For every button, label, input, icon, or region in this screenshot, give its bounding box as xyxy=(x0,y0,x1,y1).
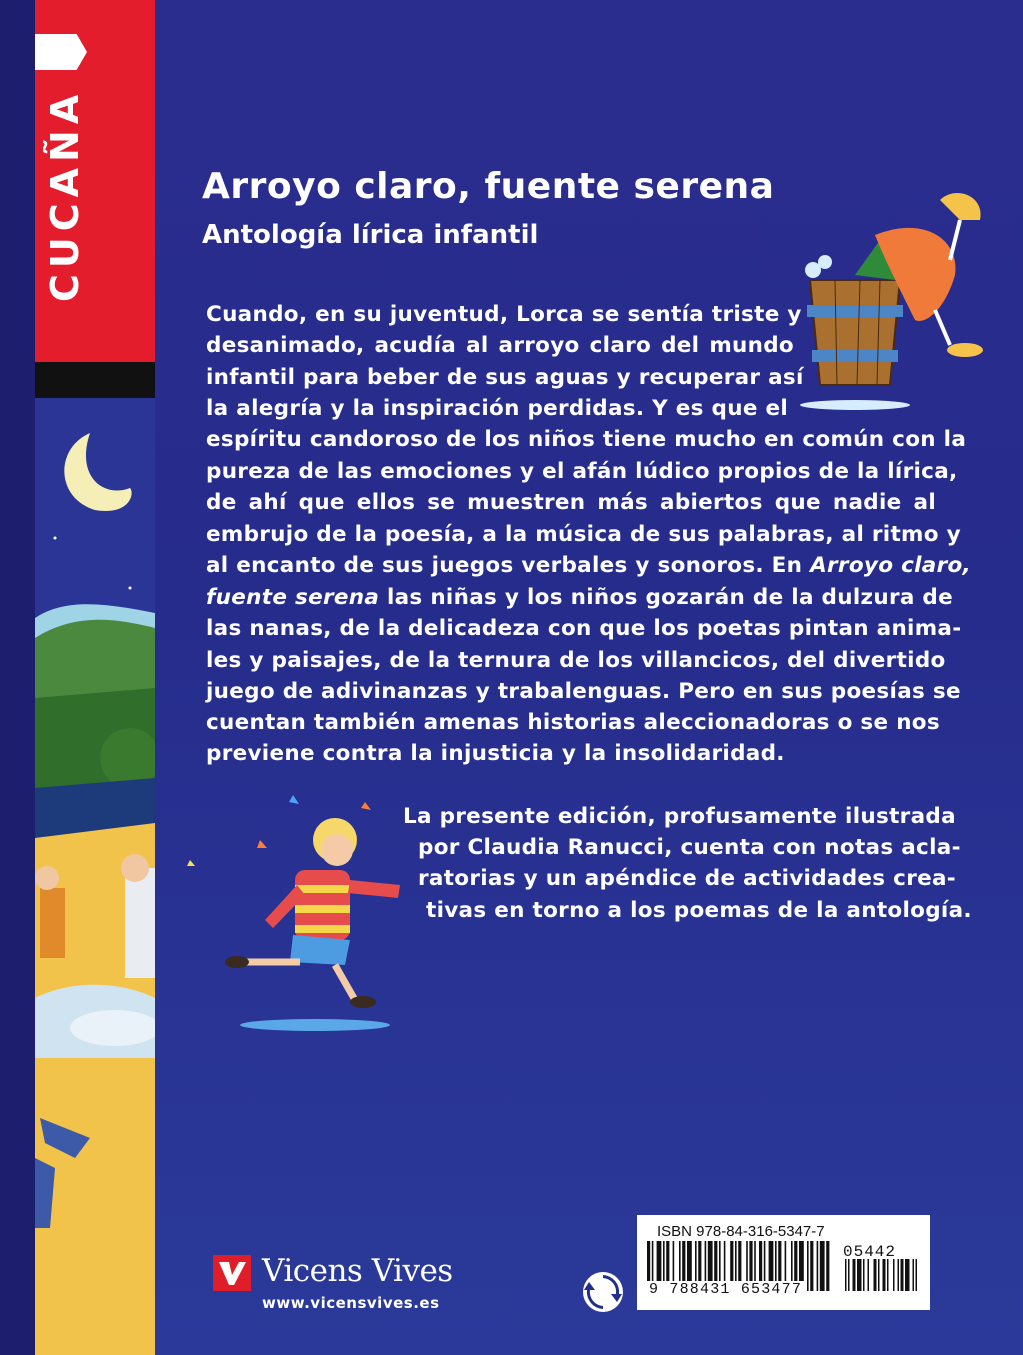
barcode-bar xyxy=(817,1241,819,1291)
illustrator-name: Claudia Ranucci xyxy=(467,835,665,860)
edition-line: La presente edición, profusamente ilustrada xyxy=(403,804,956,829)
blurb-line xyxy=(206,553,971,578)
blurb-line: de ahí que ellos se muestren más abiertos que nadie al xyxy=(206,490,936,515)
blurb-text: al encanto de sus juegos verbales y sonoros. En xyxy=(206,553,811,578)
blurb-line: pureza de las emociones y el afán lúdico propios de la lírica, xyxy=(206,459,958,484)
barcode-addon-bar xyxy=(887,1259,889,1291)
barcode-bar xyxy=(807,1241,809,1291)
barcode-addon-bar xyxy=(898,1259,900,1291)
book-title: Arroyo claro, fuente serena xyxy=(202,166,775,207)
recycle-icon xyxy=(581,1270,625,1314)
book-title-mention: fuente serena xyxy=(206,585,380,610)
edition-text: , cuenta con notas acla- xyxy=(664,835,961,860)
book-subtitle: Antología lírica infantil xyxy=(202,220,539,250)
edition-line: tivas en torno a los poemas de la antología. xyxy=(426,898,972,923)
barcode-addon-bar xyxy=(853,1259,856,1291)
collection-strip xyxy=(35,0,155,1355)
blurb-line xyxy=(206,585,953,610)
book-spine-edge xyxy=(0,0,35,1355)
blurb-line: la alegría y la inspiración perdidas. Y es que el xyxy=(206,396,789,421)
barcode-addon-bar xyxy=(845,1259,847,1291)
blurb-line: previene contra la injusticia y la insolidaridad. xyxy=(206,741,785,766)
barcode-bar xyxy=(820,1241,825,1291)
blurb-line: juego de adivinanzas y trabalenguas. Pero en sus poesías se xyxy=(206,679,961,704)
barcode-addon-bar xyxy=(901,1259,904,1291)
blurb-line: infantil para beber de sus aguas y recuperar así xyxy=(206,365,804,390)
publisher-website: www.vicensvives.es xyxy=(262,1294,440,1312)
barcode-addon-bar xyxy=(913,1259,915,1291)
blurb-line: espíritu candoroso de los niños tiene mucho en común con la xyxy=(206,427,967,452)
barcode-addon-bar xyxy=(878,1259,880,1291)
barcode-addon-bar xyxy=(863,1259,865,1291)
vicens-vives-logo-icon xyxy=(213,1255,251,1291)
barcode-addon-bar xyxy=(905,1259,910,1291)
edition-text: por xyxy=(418,835,468,860)
barcode-addon-bar xyxy=(883,1259,886,1291)
barcode-bar xyxy=(810,1241,813,1291)
barcode-addon-bar xyxy=(848,1259,850,1291)
edition-line xyxy=(418,835,961,860)
barcode-addon-bar xyxy=(868,1259,870,1291)
publisher-name: Vicens Vives xyxy=(262,1253,453,1289)
ean-number: 9 788431 653477 xyxy=(649,1281,803,1298)
blurb-line: embrujo de la poesía, a la música de sus palabras, al ritmo y xyxy=(206,522,961,547)
edition-line: ratorias y un apéndice de actividades crea- xyxy=(418,866,957,891)
book-title-mention: Arroyo claro, xyxy=(810,553,972,578)
barcode-label xyxy=(637,1215,930,1310)
blurb-text: las niñas y los niños gozarán de la dulzura de xyxy=(379,585,954,610)
barcode-addon-number: 05442 xyxy=(843,1243,897,1261)
isbn-text: ISBN 978-84-316-5347-7 xyxy=(657,1223,825,1240)
barcode-addon-bar xyxy=(857,1259,862,1291)
collection-name: CUCAÑA xyxy=(43,88,87,302)
blurb-line: les y paisajes, de la ternura de los villancicos, del divertido xyxy=(206,648,946,673)
barcode-addon-bar xyxy=(916,1259,918,1291)
blurb-line: cuentan también amenas historias aleccionadoras o se nos xyxy=(206,710,940,735)
barcode-addon-bar xyxy=(874,1259,877,1291)
black-band xyxy=(35,362,155,398)
night-landscape-illustration xyxy=(35,398,155,1355)
bucket-illustration xyxy=(785,180,990,415)
blurb-line: las nanas, de la delicadeza con que los poetas pintan anima- xyxy=(206,616,962,641)
collection-band xyxy=(35,0,155,362)
barcode-addon-bar xyxy=(893,1259,895,1291)
blurb-line: desanimado, acudía al arroyo claro del mundo xyxy=(206,333,794,358)
running-child-illustration xyxy=(185,790,400,1040)
blurb-line: Cuando, en su juventud, Lorca se sentía triste y xyxy=(206,302,802,327)
barcode-bar xyxy=(826,1241,829,1291)
